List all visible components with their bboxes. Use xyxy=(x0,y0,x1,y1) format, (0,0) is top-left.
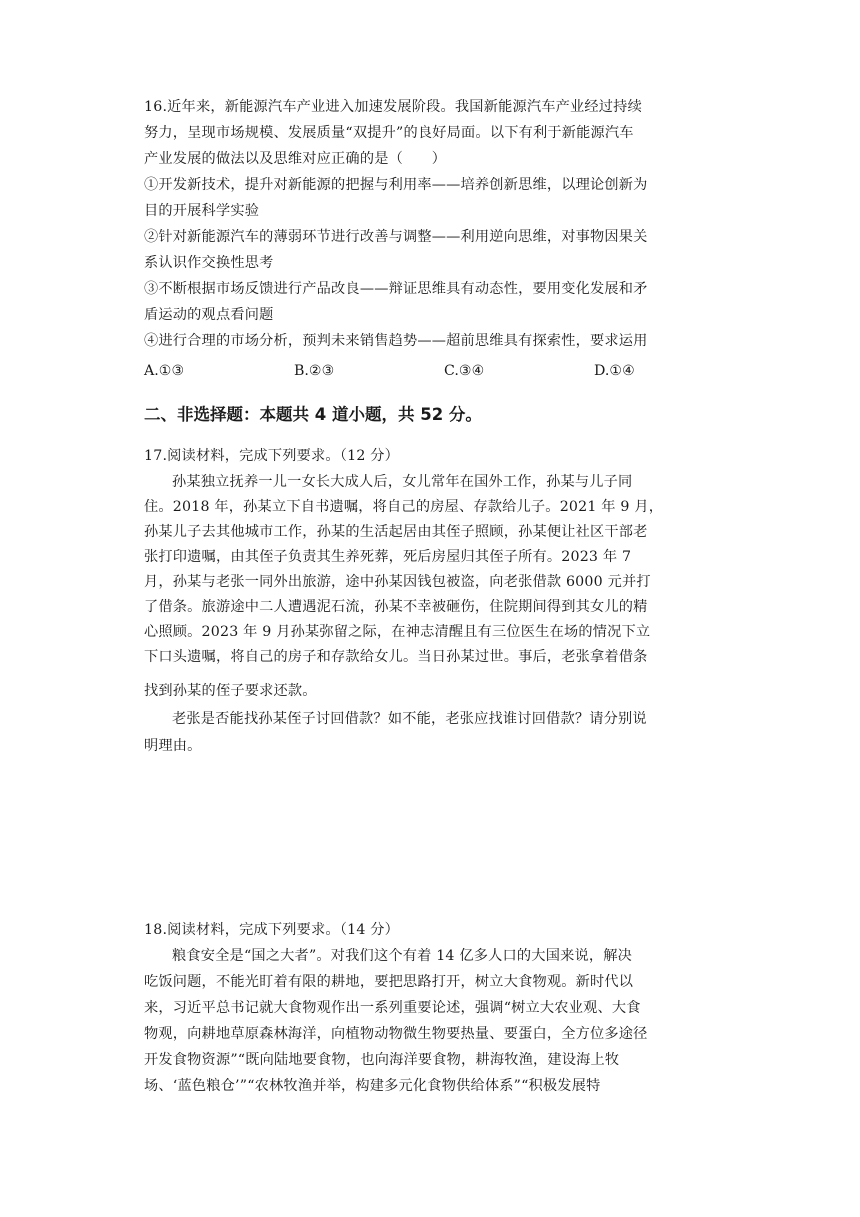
q17-question-line: 明理由。 xyxy=(144,738,202,754)
q16-stem-line: 16.近年来，新能源汽车产业进入加速发展阶段。我国新能源汽车产业经过持续 xyxy=(144,99,642,115)
q18-header: 18.阅读材料，完成下列要求。（14 分） xyxy=(144,922,400,938)
q16-stem-line: 努力，呈现市场规模、发展质量“双提升”的良好局面。以下有利于新能源汽车 xyxy=(144,125,634,141)
q16-item-line: ③不断根据市场反馈进行产品改良——辩证思维具有动态性，要用变化发展和矛 xyxy=(144,281,648,297)
q16-option-d: D.①④ xyxy=(594,363,635,379)
q18-material-line: 吃饭问题，不能光盯着有限的耕地，要把思路打开，树立大食物观。新时代以 xyxy=(144,974,634,990)
q17-material-line: 月，孙某与老张一同外出旅游，途中孙某因钱包被盗，向老张借款 6000 元并打 xyxy=(144,574,651,590)
q17-header: 17.阅读材料，完成下列要求。（12 分） xyxy=(144,448,400,464)
section-title: 二、非选择题：本题共 4 道小题，共 52 分。 xyxy=(144,405,482,424)
q17-question-line: 老张是否能找孙某侄子讨回借款？如不能，老张应找谁讨回借款？请分别说 xyxy=(172,711,647,727)
q18-material-line: 粮食安全是“国之大者”。对我们这个有着 14 亿多人口的大国来说，解决 xyxy=(172,948,633,964)
q16-item-line: 目的开展科学实验 xyxy=(144,203,260,219)
q18-material-line: 场、‘蓝色粮仓’”“农林牧渔并举，构建多元化食物供给体系”“积极发展特 xyxy=(144,1078,601,1094)
q17-material-line: 张打印遗嘱，由其侄子负责其生养死葬，死后房屋归其侄子所有。2023 年 7 xyxy=(144,549,632,565)
q18-material-line: 开发食物资源”“既向陆地要食物，也向海洋要食物，耕海牧渔，建设海上牧 xyxy=(144,1052,620,1068)
q16-option-c: C.③④ xyxy=(444,363,485,379)
q17-material-line: 住。2018 年，孙某立下自书遗嘱，将自己的房屋、存款给儿子。2021 年 9 月， xyxy=(144,499,664,515)
q17-material-line: 心照顾。2023 年 9 月孙某弥留之际，在神志清醒且有三位医生在场的情况下立 xyxy=(144,624,651,640)
q17-material-line: 孙某独立抚养一儿一女长大成人后，女儿常年在国外工作，孙某与儿子同 xyxy=(172,474,633,490)
q18-material-line: 物观，向耕地草原森林海洋，向植物动物微生物要热量、要蛋白，全方位多途径 xyxy=(144,1026,648,1042)
q17-material-line: 找到孙某的侄子要求还款。 xyxy=(144,683,317,699)
q16-option-b: B.②③ xyxy=(294,363,335,379)
q16-item-line: ①开发新技术，提升对新能源的把握与利用率——培养创新思维，以理论创新为 xyxy=(144,177,648,193)
q16-option-a: A.①③ xyxy=(144,363,185,379)
q16-item-line: ②针对新能源汽车的薄弱环节进行改善与调整——利用逆向思维，对事物因果关 xyxy=(144,229,648,245)
q18-material-line: 来，习近平总书记就大食物观作出一系列重要论述，强调“树立大农业观、大食 xyxy=(144,1000,641,1016)
q17-material-line: 下口头遗嘱，将自己的房子和存款给女儿。当日孙某过世。事后，老张拿着借条 xyxy=(144,649,648,665)
q17-material-line: 了借条。旅游途中二人遭遇泥石流，孙某不幸被砸伤，住院期间得到其女儿的精 xyxy=(144,599,648,615)
q16-stem-line: 产业发展的做法以及思维对应正确的是（ ） xyxy=(144,151,447,167)
q17-material-line: 孙某儿子去其他城市工作，孙某的生活起居由其侄子照顾，孙某便让社区干部老 xyxy=(144,524,648,540)
q16-item-line: ④进行合理的市场分析，预判未来销售趋势——超前思维具有探索性，要求运用 xyxy=(144,333,648,349)
q16-item-line: 盾运动的观点看问题 xyxy=(144,307,274,323)
q16-item-line: 系认识作交换性思考 xyxy=(144,255,274,271)
